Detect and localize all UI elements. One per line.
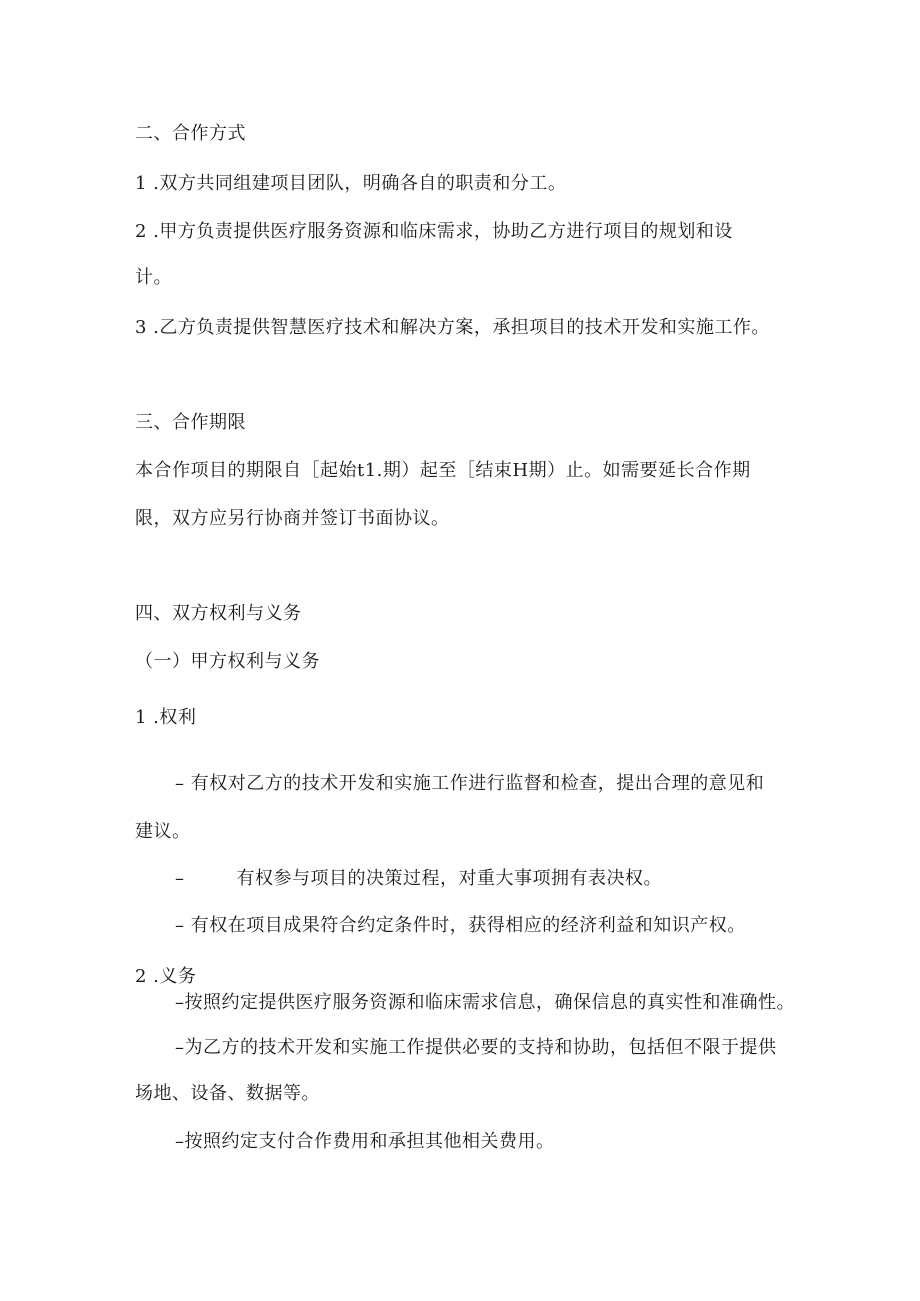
section-heading-cooperation-mode: 二、合作方式 bbox=[135, 123, 246, 144]
list-item-continuation: 建议。 bbox=[135, 821, 191, 842]
duties-title: 2 .义务 bbox=[135, 966, 197, 987]
list-item: – 有权在项目成果符合约定条件时，获得相应的经济利益和知识产权。 bbox=[175, 915, 746, 936]
list-item: – 有权对乙方的技术开发和实施工作进行监督和检查，提出合理的意见和 bbox=[175, 773, 765, 794]
section-heading-cooperation-period: 三、合作期限 bbox=[135, 412, 246, 433]
list-item: 3 .乙方负责提供智慧医疗技术和解决方案，承担项目的技术开发和实施工作。 bbox=[135, 317, 770, 338]
rights-title: 1 .权利 bbox=[135, 707, 197, 728]
section-heading-rights-obligations: 四、双方权利与义务 bbox=[135, 603, 302, 624]
list-item-continuation: 场地、设备、数据等。 bbox=[135, 1083, 320, 1104]
list-item: –为乙方的技术开发和实施工作提供必要的支持和协助，包括但不限于提供 bbox=[175, 1037, 777, 1058]
list-item: –按照约定提供医疗服务资源和临床需求信息，确保信息的真实性和准确性。 bbox=[175, 992, 795, 1013]
list-item: 2 .甲方负责提供医疗服务资源和临床需求，协助乙方进行项目的规划和设 bbox=[135, 221, 733, 242]
paragraph-line: 限，双方应另行协商并签订书面协议。 bbox=[135, 508, 450, 529]
list-item-text: 有权参与项目的决策过程，对重大事项拥有表决权。 bbox=[236, 868, 662, 889]
paragraph-line: 本合作项目的期限自［起始t1.期）起至［结束H期）止。如需要延长合作期 bbox=[135, 460, 751, 481]
dash-bullet: – bbox=[175, 868, 185, 889]
subsection-heading: （一）甲方权利与义务 bbox=[135, 651, 320, 672]
list-item-continuation: 计。 bbox=[135, 267, 172, 288]
list-item: –按照约定支付合作费用和承担其他相关费用。 bbox=[175, 1131, 555, 1152]
list-item: 1 .双方共同组建项目团队，明确各自的职责和分工。 bbox=[135, 173, 567, 194]
list-item bbox=[175, 867, 662, 891]
